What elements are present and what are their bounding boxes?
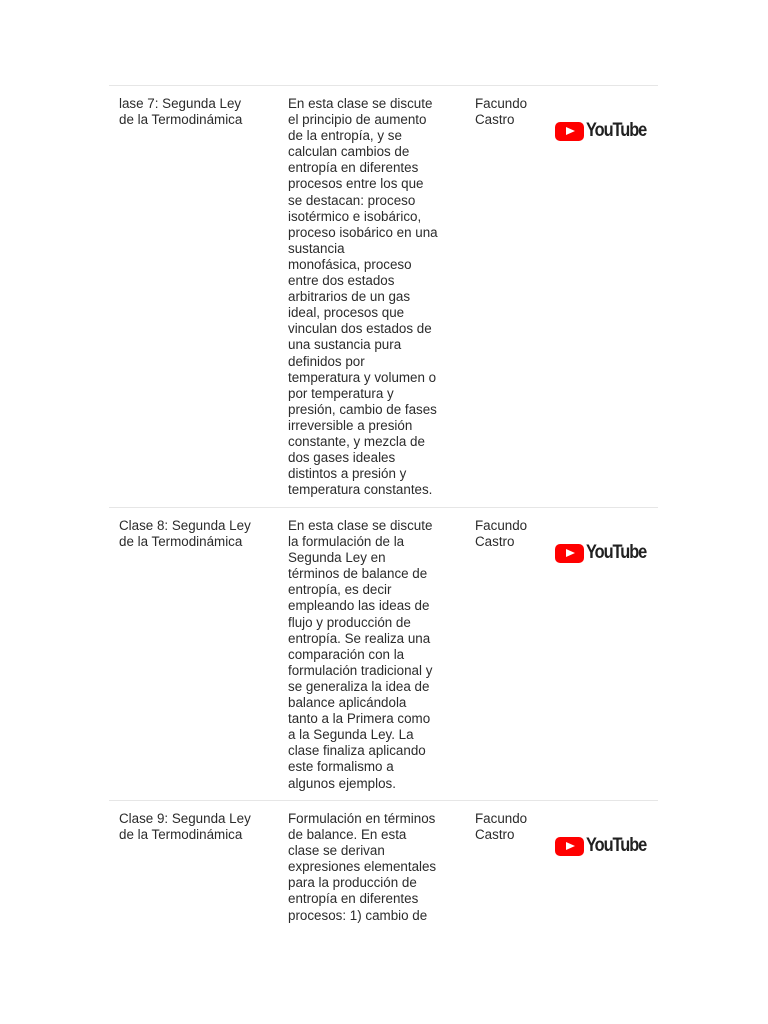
youtube-link[interactable]: [555, 104, 647, 142]
class-description: En esta clase se discute la formulación de la Segunda Ley en términos de balance de entropía, es decir empleando las ideas de flujo y producción de entropía. Se realiza una comparación con la formulación tradicional y se generaliza la idea de balance aplicándola tanto a la Primera como a la Segunda Ley. La clase finaliza aplicando este formalismo a algunos ejemplos.: [288, 518, 433, 791]
class-author: Facundo Castro: [475, 96, 528, 128]
youtube-play-icon: [555, 544, 584, 563]
youtube-logo[interactable]: [555, 542, 647, 564]
youtube-wordmark: YouTube: [586, 835, 647, 857]
youtube-logo[interactable]: [555, 120, 647, 142]
class-title: Clase 8: Segunda Ley de la Termodinámica: [119, 518, 251, 550]
table-row: [109, 86, 658, 508]
youtube-link[interactable]: [555, 526, 647, 564]
class-author: Facundo Castro: [475, 518, 528, 550]
youtube-wordmark: YouTube: [586, 542, 647, 564]
youtube-logo[interactable]: [555, 835, 647, 857]
class-description: En esta clase se discute el principio de aumento de la entropía, y se calculan cambios de entropía en diferentes procesos entre los que se destacan: proceso isotérmico e isobárico, proceso isobárico en una sustancia monofásica, proceso entre dos estados arbitrarios de un gas ideal, procesos que vinculan dos estados de una sustancia pura definidos por temperatura y volumen o por temperatura y presión, cambio de fases irreversible a presión constante, y mezcla de dos gases ideales distintos a presión y temperatura constantes.: [288, 96, 438, 498]
youtube-wordmark: YouTube: [586, 120, 647, 142]
class-author: Facundo Castro: [475, 811, 528, 843]
class-description: Formulación en términos de balance. En esta clase se derivan expresiones elementales para la producción de entropía en diferentes procesos: 1) cambio de: [288, 811, 437, 923]
youtube-link[interactable]: [555, 819, 647, 857]
youtube-play-icon: [555, 837, 584, 856]
class-title: lase 7: Segunda Ley de la Termodinámica: [119, 96, 243, 128]
class-schedule-table: [109, 85, 658, 931]
table-row: [109, 508, 658, 801]
class-title: Clase 9: Segunda Ley de la Termodinámica: [119, 811, 251, 843]
table-row: [109, 801, 658, 931]
youtube-play-icon: [555, 122, 584, 141]
